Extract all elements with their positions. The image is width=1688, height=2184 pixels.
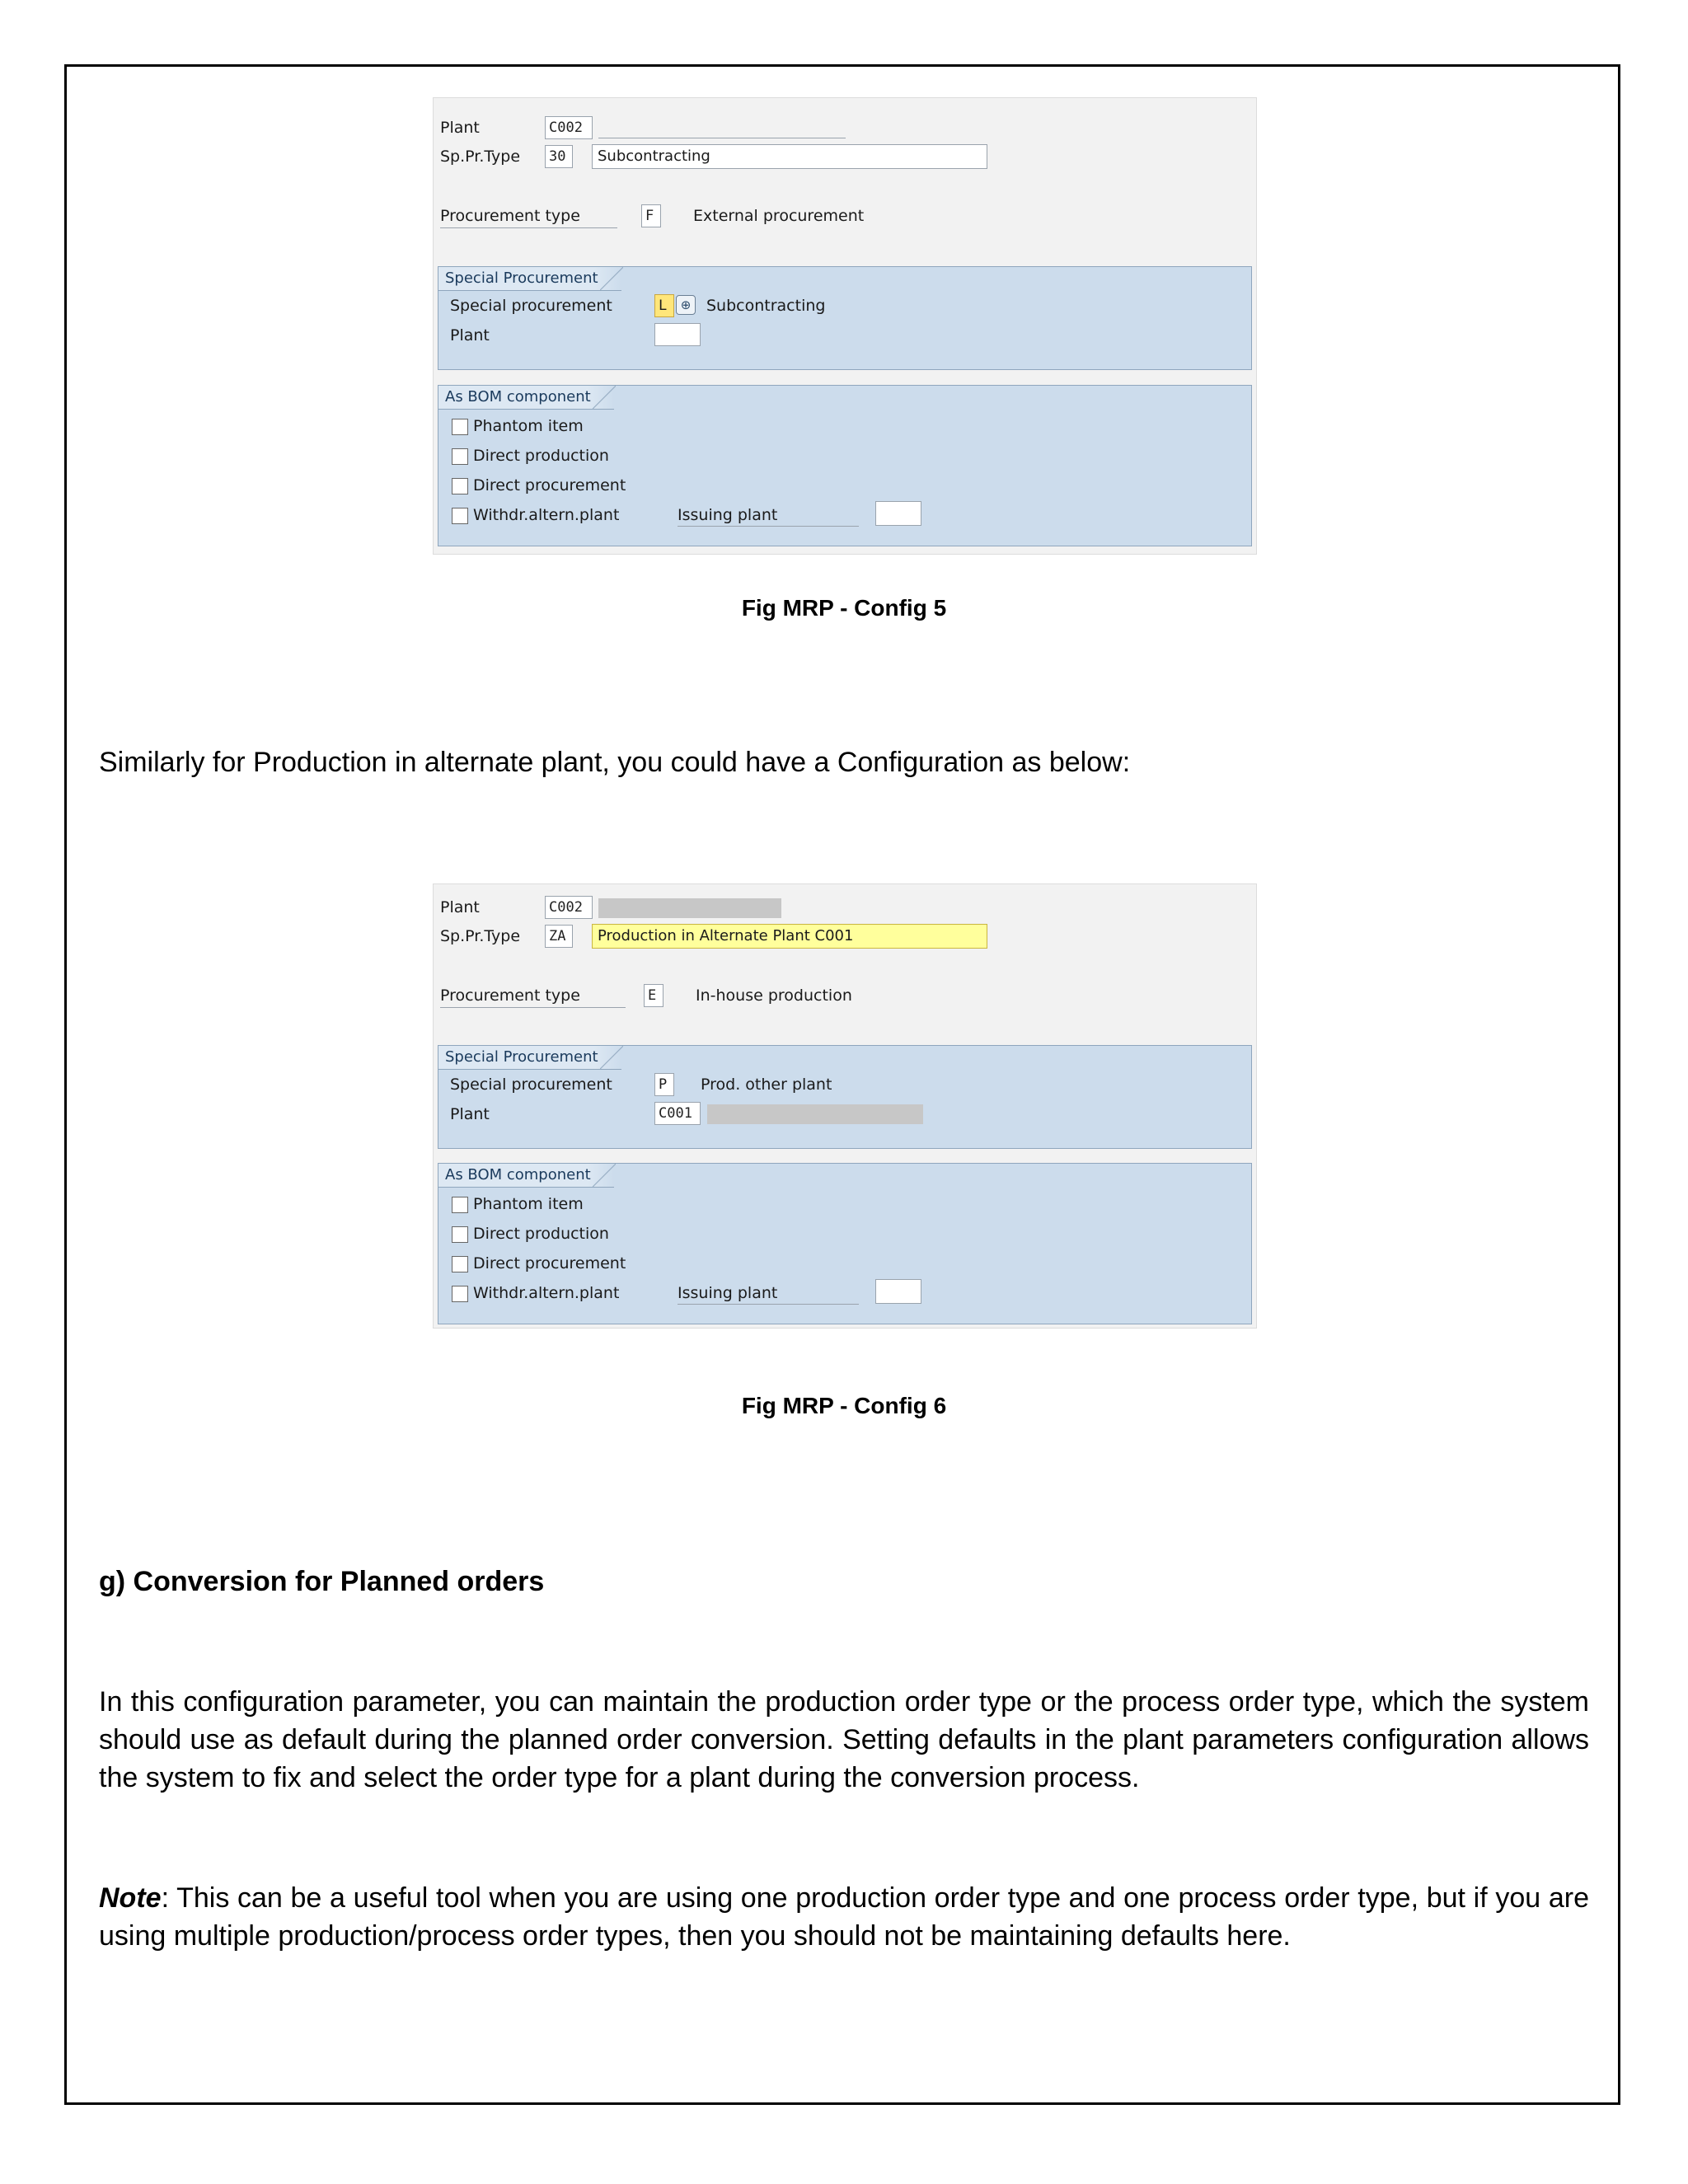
paragraph-1: In this configuration parameter, you can maintain the production order type or the process order type, which the system should use as default during the planned order conversion. Setting defaults in the plant parameters configuration allows the system to fix and select the order type for a plant during the conversion process. <box>99 1686 1589 1793</box>
spprtype-field[interactable]: ZA <box>545 925 573 948</box>
direct-production-label: Direct production <box>473 1225 609 1243</box>
special-procurement-field[interactable]: P <box>654 1073 674 1096</box>
plant2-label: Plant <box>450 326 490 344</box>
value-help-icon[interactable]: ⊕ <box>676 295 696 315</box>
intro-sentence: Similarly for Production in alternate plant, you could have a Configuration as below: <box>99 747 1131 778</box>
direct-procurement-label: Direct procurement <box>473 476 626 494</box>
special-procurement-label: Special procurement <box>450 1076 612 1094</box>
procurement-type-label: Procurement type <box>440 987 580 1005</box>
special-procurement-title: Special Procurement <box>438 1046 621 1070</box>
spprtype-label: Sp.Pr.Type <box>440 148 521 166</box>
note-label: Note <box>99 1882 162 1914</box>
bom-component-title: As BOM component <box>438 1164 614 1188</box>
procurement-type-label: Procurement type <box>440 207 580 225</box>
figure-caption-5: Fig MRP - Config 5 <box>741 595 947 621</box>
spprtype-field[interactable]: 30 <box>545 145 573 168</box>
special-procurement-group <box>438 1045 1252 1149</box>
bom-component-group <box>438 385 1252 546</box>
phantom-item-label: Phantom item <box>473 417 584 435</box>
special-procurement-label: Special procurement <box>450 297 612 315</box>
note-paragraph <box>99 1879 1589 1955</box>
plant-label: Plant <box>440 898 480 916</box>
direct-production-checkbox[interactable] <box>452 1226 468 1243</box>
plant2-description-masked <box>707 1104 923 1124</box>
sap-screen-config-5 <box>433 97 1257 555</box>
plant2-field[interactable] <box>654 323 701 346</box>
issuing-plant-underline <box>678 526 859 527</box>
spprtype-label: Sp.Pr.Type <box>440 927 521 945</box>
special-procurement-text: Prod. other plant <box>701 1076 832 1094</box>
issuing-plant-label: Issuing plant <box>678 506 778 524</box>
procurement-type-text: In-house production <box>696 987 852 1005</box>
special-procurement-field[interactable]: L <box>654 294 674 317</box>
plant-field[interactable]: C002 <box>545 896 593 919</box>
withdr-altern-plant-checkbox[interactable] <box>452 508 468 524</box>
issuing-plant-field[interactable] <box>875 501 921 526</box>
procurement-type-underline <box>440 1007 626 1008</box>
procurement-type-text: External procurement <box>693 207 865 225</box>
withdr-altern-plant-label: Withdr.altern.plant <box>473 1284 620 1302</box>
section-heading: g) Conversion for Planned orders <box>99 1566 545 1597</box>
bom-component-title: As BOM component <box>438 386 614 410</box>
withdr-altern-plant-checkbox[interactable] <box>452 1286 468 1302</box>
plant2-label: Plant <box>450 1105 490 1123</box>
plant-field[interactable]: C002 <box>545 116 593 139</box>
direct-procurement-checkbox[interactable] <box>452 1256 468 1272</box>
direct-production-label: Direct production <box>473 447 609 465</box>
sap-screen-config-6 <box>433 883 1257 1329</box>
procurement-type-field[interactable]: E <box>644 984 663 1007</box>
issuing-plant-field[interactable] <box>875 1279 921 1304</box>
spprtype-text-field[interactable]: Production in Alternate Plant C001 <box>592 924 987 949</box>
phantom-item-label: Phantom item <box>473 1195 584 1213</box>
plant-label: Plant <box>440 119 480 137</box>
special-procurement-group <box>438 266 1252 370</box>
direct-production-checkbox[interactable] <box>452 448 468 465</box>
direct-procurement-checkbox[interactable] <box>452 478 468 494</box>
withdr-altern-plant-label: Withdr.altern.plant <box>473 506 620 524</box>
direct-procurement-label: Direct procurement <box>473 1254 626 1272</box>
bom-component-group <box>438 1163 1252 1324</box>
procurement-type-field[interactable]: F <box>641 204 661 227</box>
phantom-item-checkbox[interactable] <box>452 419 468 435</box>
plant2-field[interactable]: C001 <box>654 1102 701 1125</box>
note-text: : This can be a useful tool when you are using one production order type and one process order type, but if you are using multiple production/process order types, then you should not be maintaining defaults here. <box>99 1882 1589 1952</box>
phantom-item-checkbox[interactable] <box>452 1197 468 1213</box>
issuing-plant-label: Issuing plant <box>678 1284 778 1302</box>
spprtype-text-field[interactable]: Subcontracting <box>592 144 987 169</box>
issuing-plant-underline <box>678 1304 859 1305</box>
special-procurement-title: Special Procurement <box>438 267 621 291</box>
figure-caption-6: Fig MRP - Config 6 <box>741 1393 947 1418</box>
plant-description-masked <box>598 898 781 918</box>
special-procurement-text: Subcontracting <box>706 297 826 315</box>
procurement-type-underline <box>440 227 617 228</box>
